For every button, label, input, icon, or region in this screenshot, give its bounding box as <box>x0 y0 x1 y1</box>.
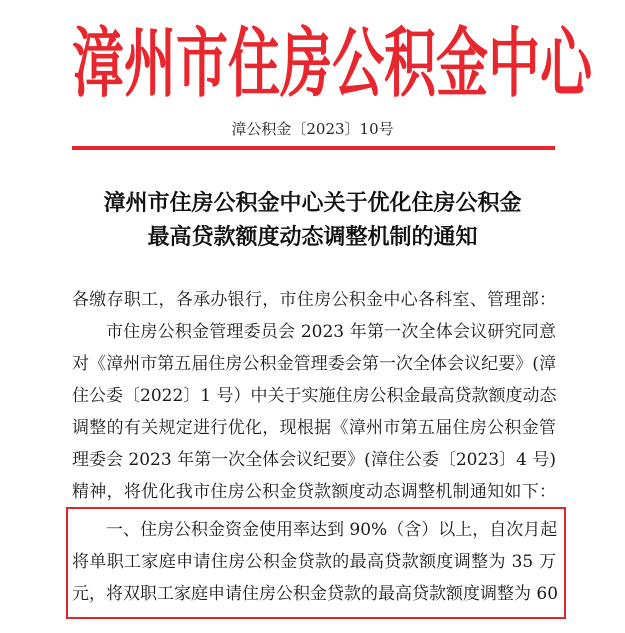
body-line: 市住房公积金管理委员会 2023 年第一次全体会议研究同意 <box>106 322 556 342</box>
org-char: 漳 <box>72 20 125 108</box>
clause-line: 将单职工家庭申请住房公积金贷款的最高贷款额度调整为 35 万 <box>72 552 556 572</box>
salutation: 各缴存职工，各承办银行，市住房公积金中心各科室、管理部： <box>72 290 556 310</box>
org-char: 中 <box>488 20 541 108</box>
body-line: 住公委〔2022〕1 号）中关于实施住房公积金最高贷款额度动态 <box>72 386 557 406</box>
org-char: 心 <box>540 20 593 108</box>
body-line: 调整的有关规定进行优化，现根据《漳州市第五届住房公积金管 <box>72 418 556 438</box>
org-char: 住 <box>228 20 281 108</box>
clause-line: 元，将双职工家庭申请住房公积金贷款的最高贷款额度调整为 60 <box>72 584 559 604</box>
notice-title-line-1: 漳州市住房公积金中心关于优化住房公积金 <box>103 191 522 216</box>
notice-title-line-2: 最高贷款额度动态调整机制的通知 <box>147 225 478 250</box>
highlighted-clause <box>72 514 559 610</box>
issuing-organization-title <box>72 0 593 117</box>
body-line: 理委会 2023 年第一次全体会议纪要》(漳住公委〔2023〕4 号) <box>72 450 556 470</box>
org-char: 州 <box>124 20 177 108</box>
org-char: 金 <box>436 20 489 108</box>
notice-body <box>72 284 556 508</box>
org-char: 房 <box>280 20 333 108</box>
org-char: 公 <box>332 20 385 108</box>
body-line: 精神，将优化我市住房公积金贷款额度动态调整机制通知如下： <box>72 482 556 502</box>
document-number: 漳公积金〔2023〕10号 <box>231 120 394 138</box>
clause-line: 一、住房公积金资金使用率达到 90%（含）以上，自次月起 <box>106 520 558 540</box>
header-divider <box>72 146 555 150</box>
body-line: 对《漳州市第五届住房公积金管理委会第一次全体会议纪要》(漳 <box>72 354 556 374</box>
org-char: 积 <box>384 20 437 108</box>
org-char: 市 <box>176 20 229 108</box>
